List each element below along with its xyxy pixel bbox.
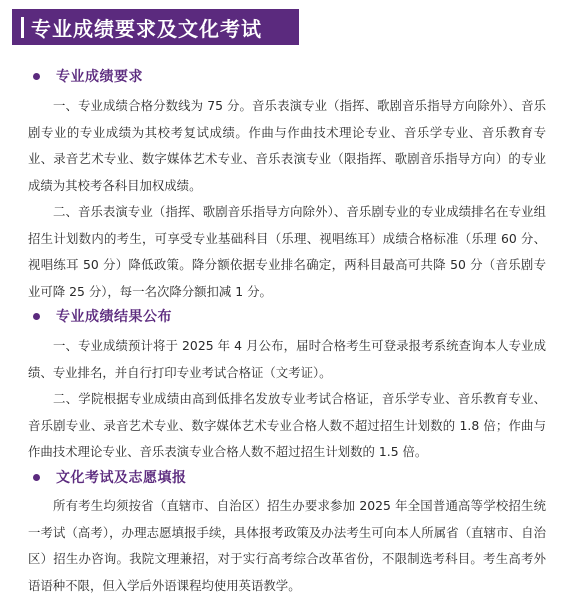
page-title: 专业成绩要求及文化考试: [31, 16, 262, 41]
section-heading-text: 专业成绩结果公布: [56, 309, 172, 325]
section-heading-requirements: [33, 66, 143, 86]
page-title-bar: [12, 9, 299, 45]
bullet-icon: [33, 313, 40, 320]
paragraph: 一、专业成绩预计将于 2025 年 4 月公布，届时合格考生可登录报考系统查询本人专业成绩、专业排名，并自行打印专业考试合格证（文考证）。: [28, 338, 546, 380]
section-heading-results: [33, 306, 172, 326]
title-accent-mark: [21, 17, 24, 38]
section-heading-text: 专业成绩要求: [56, 69, 143, 85]
paragraph: 二、学院根据专业成绩由高到低排名发放专业考试合格证，音乐学专业、音乐教育专业、音乐剧专业、录音艺术专业、数字媒体艺术专业合格人数不超过招生计划数的 1.8 倍；作曲与作曲技术理论专业、音乐表演专业合格人数不超过招生计划数的 1.5 倍。: [28, 391, 546, 459]
paragraph: 所有考生均须按省（直辖市、自治区）招生办要求参加 2025 年全国普通高等学校招生统一考试（高考），办理志愿填报手续，具体报考政策及办法考生可向本人所属省（直辖市、自治区）招生办咨询。我院文理兼招，对于实行高考综合改革省份，不限制选考科目。考生高考外语语种不限，但入学后外语课程均使用英语教学。: [28, 498, 546, 593]
paragraph: 二、音乐表演专业（指挥、歌剧音乐指导方向除外）、音乐剧专业的专业成绩排名在专业组招生计划数内的考生，可享受专业基础科目（乐理、视唱练耳）成绩合格标准（乐理 60 分、视唱练耳 50 分）降低政策。降分额依据专业排名确定，两科目最高可共降 50 分（音乐剧专业可降 25 分），每一名次降分额扣减 1 分。: [28, 204, 546, 299]
paragraph: 一、专业成绩合格分数线为 75 分。音乐表演专业（指挥、歌剧音乐指导方向除外）、音乐剧专业的专业成绩为其校考复试成绩。作曲与作曲技术理论专业、音乐学专业、音乐教育专业、录音艺术专业、数字媒体艺术专业、音乐表演专业（限指挥、歌剧音乐指导方向）的专业成绩为其校考各科目加权成绩。: [28, 98, 546, 193]
bullet-icon: [33, 73, 40, 80]
section-heading-text: 文化考试及志愿填报: [56, 470, 187, 486]
section-heading-culture-exam: [33, 467, 187, 487]
bullet-icon: [33, 474, 40, 481]
